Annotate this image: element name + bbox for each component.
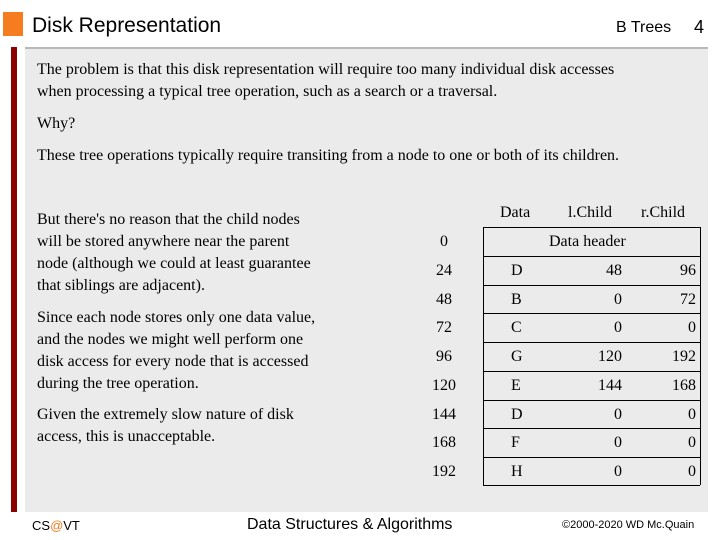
offset-label: 0 [440, 233, 448, 250]
table-row-divider [483, 256, 700, 257]
text-line: But there's no reason that the child nodes [37, 211, 300, 228]
table-border-left [483, 227, 484, 485]
table-border-top [483, 227, 700, 228]
table-row-divider [483, 457, 700, 458]
title-accent-square [3, 12, 23, 36]
text-block-unacceptable [37, 404, 367, 448]
footer-cs-vt [32, 518, 80, 533]
row-offset: 72 [436, 319, 452, 336]
row-rchild: 192 [672, 348, 696, 365]
table-row-divider [483, 342, 700, 343]
text-line: during the tree operation. [37, 375, 199, 392]
row-offset: 144 [432, 406, 456, 423]
text-line: node (although we could at least guarantee [37, 255, 311, 272]
column-header-lchild: l.Child [568, 204, 613, 221]
row-lchild: 0 [614, 291, 622, 308]
text-line: that siblings are adjacent). [37, 277, 205, 294]
row-data: C [511, 319, 522, 336]
text-line: Given the extremely slow nature of disk [37, 406, 294, 423]
row-offset: 192 [432, 463, 456, 480]
row-rchild: 96 [680, 262, 696, 279]
text-line: will be stored anywhere near the parent [37, 233, 290, 250]
slide-title: Disk Representation [32, 14, 222, 37]
paragraph-line: The problem is that this disk representation will require too many individual disk accesses [37, 61, 615, 78]
row-rchild: 0 [688, 434, 696, 451]
row-rchild: 0 [688, 319, 696, 336]
table-row-divider [483, 285, 700, 286]
table-row-divider [483, 400, 700, 401]
row-lchild: 144 [598, 377, 622, 394]
text-block-siblings [37, 209, 367, 297]
text-line: disk access for every node that is accessed [37, 353, 309, 370]
row-lchild: 120 [598, 348, 622, 365]
text-line: Since each node stores only one data value, [37, 309, 316, 326]
row-offset: 120 [432, 377, 456, 394]
slide-number: 4 [694, 17, 705, 37]
row-lchild: 0 [614, 463, 622, 480]
paragraph-operations: These tree operations typically require transiting from a node to one or both of its children. [37, 147, 620, 164]
row-lchild: 0 [614, 406, 622, 423]
text-line: access, this is unacceptable. [37, 428, 216, 445]
row-lchild: 0 [614, 319, 622, 336]
row-offset: 24 [436, 262, 452, 279]
row-offset: 168 [432, 434, 456, 451]
footer-at-symbol: @ [50, 518, 64, 533]
footer-course-title: Data Structures & Algorithms [247, 516, 453, 533]
table-border-bottom [483, 485, 700, 486]
row-rchild: 72 [680, 291, 696, 308]
row-rchild: 0 [688, 463, 696, 480]
paragraph-problem [37, 59, 614, 103]
row-rchild: 0 [688, 406, 696, 423]
column-header-rchild: r.Child [641, 204, 686, 221]
row-offset: 96 [436, 348, 452, 365]
row-lchild: 48 [606, 262, 622, 279]
data-header-label: Data header [549, 233, 626, 250]
table-border-right [700, 227, 701, 485]
row-data: F [511, 434, 520, 451]
row-data: E [511, 377, 521, 394]
footer-cs: CS [32, 518, 51, 533]
row-offset: 48 [436, 291, 452, 308]
course-label: B Trees [616, 19, 672, 36]
text-block-disk-access [37, 307, 367, 395]
row-data: D [511, 406, 523, 423]
footer-vt: VT [63, 518, 80, 533]
row-rchild: 168 [672, 377, 696, 394]
table-row-divider [483, 313, 700, 314]
table-row-divider [483, 428, 700, 429]
row-data: H [511, 463, 523, 480]
footer-copyright: ©2000-2020 WD Mc.Quain [562, 519, 695, 531]
row-data: B [511, 291, 522, 308]
paragraph-why: Why? [37, 115, 76, 132]
paragraph-line: when processing a typical tree operation, such as a search or a traversal. [37, 83, 498, 100]
left-accent-bar [11, 47, 17, 512]
row-data: D [511, 262, 523, 279]
row-data: G [511, 348, 523, 365]
text-line: and the nodes we might well perform one [37, 331, 304, 348]
row-lchild: 0 [614, 434, 622, 451]
column-header-data: Data [500, 204, 531, 221]
table-row-divider [483, 371, 700, 372]
